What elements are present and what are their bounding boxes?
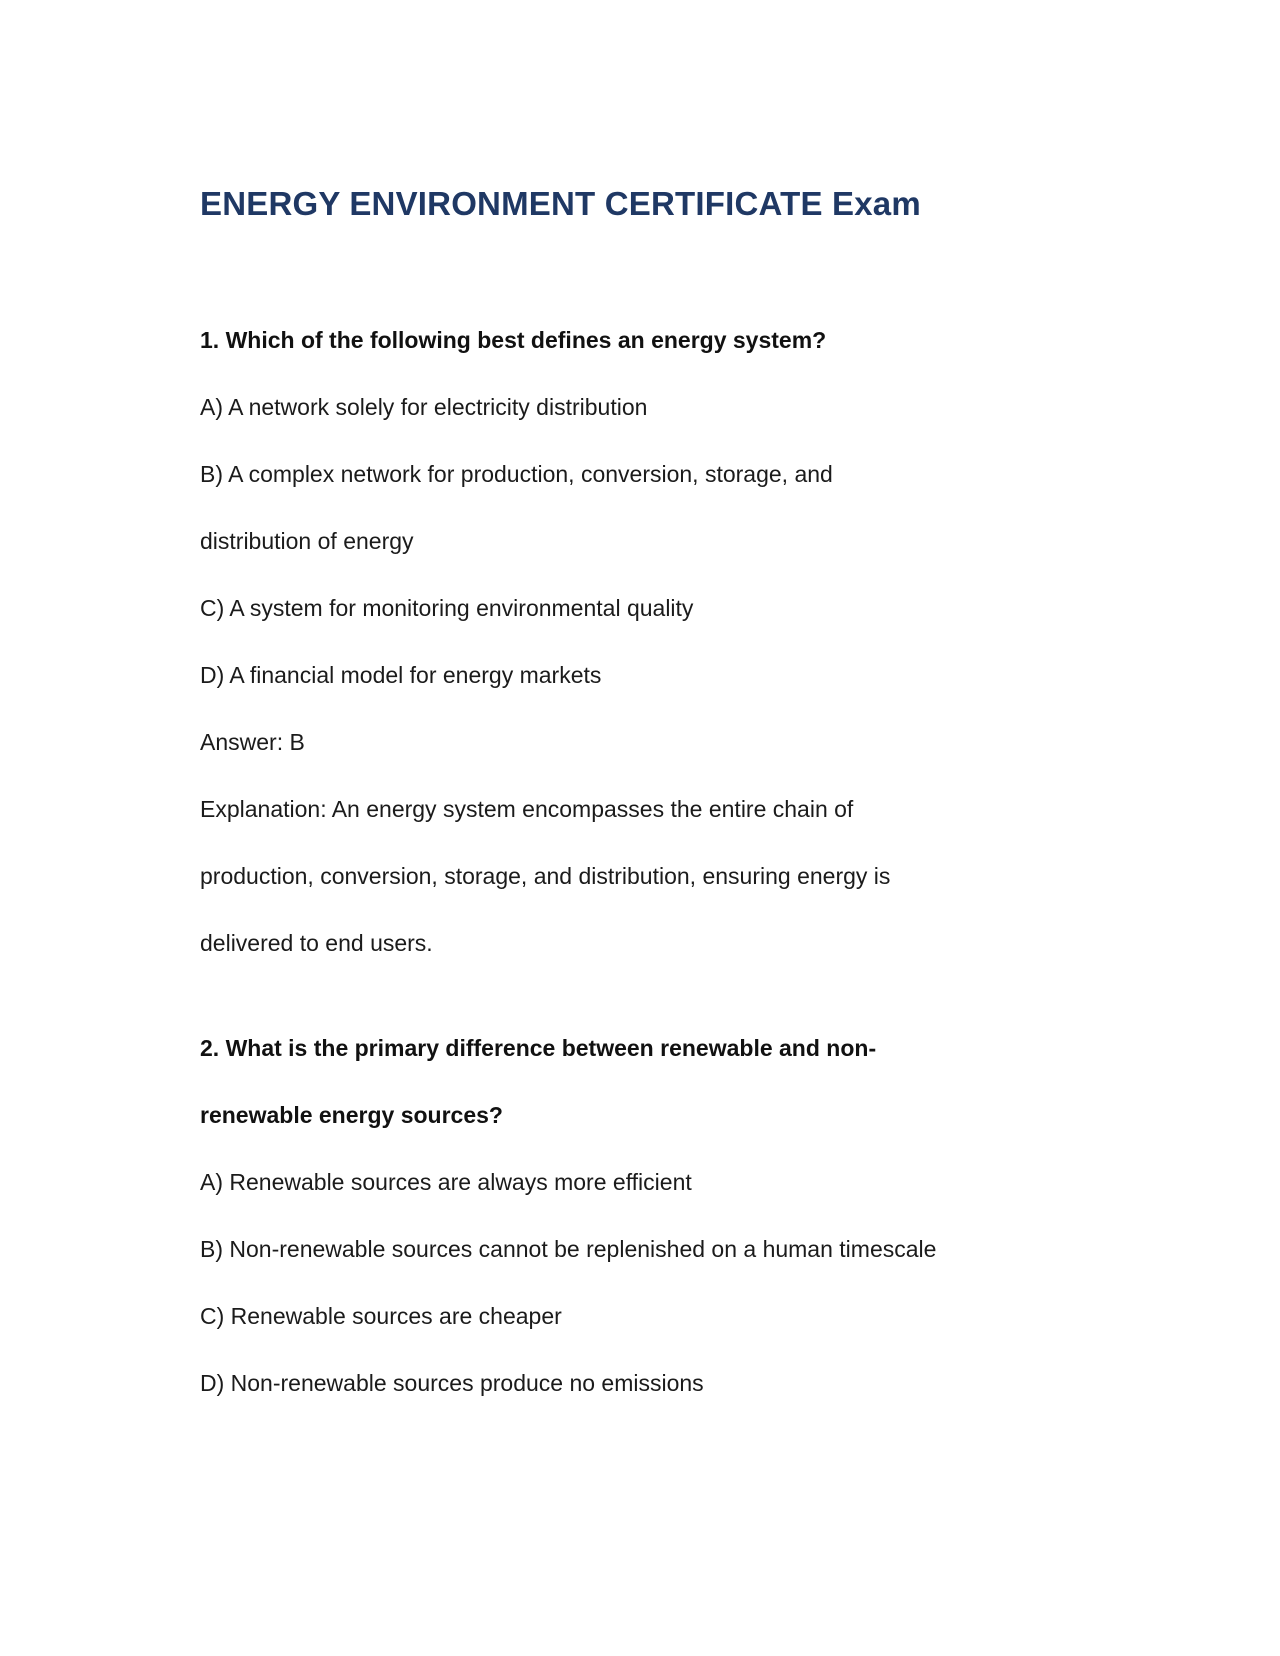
question-2-option-d: D) Non-renewable sources produce no emissions <box>200 1370 704 1396</box>
question-2-option-c: C) Renewable sources are cheaper <box>200 1303 562 1329</box>
question-2-heading-cont: renewable energy sources? <box>200 1102 503 1128</box>
question-1-explanation-cont-2: delivered to end users. <box>200 930 433 956</box>
document-body <box>200 307 1040 1417</box>
document-title: ENERGY ENVIRONMENT CERTIFICATE Exam <box>200 185 921 222</box>
question-2-option-b: B) Non-renewable sources cannot be replenished on a human timescale <box>200 1236 937 1262</box>
question-1-option-b: B) A complex network for production, conversion, storage, and <box>200 461 833 487</box>
question-1-option-d: D) A financial model for energy markets <box>200 662 602 688</box>
question-1-heading: 1. Which of the following best defines an energy system? <box>200 327 827 353</box>
question-1-explanation: Explanation: An energy system encompasses the entire chain of <box>200 796 854 822</box>
question-1-option-b-cont: distribution of energy <box>200 528 414 554</box>
question-2-heading: 2. What is the primary difference between renewable and non- <box>200 1035 877 1061</box>
question-2-option-a: A) Renewable sources are always more efficient <box>200 1169 692 1195</box>
question-1-explanation-cont-1: production, conversion, storage, and distribution, ensuring energy is <box>200 863 891 889</box>
question-1-option-c: C) A system for monitoring environmental quality <box>200 595 694 621</box>
question-1-option-a: A) A network solely for electricity distribution <box>200 394 648 420</box>
question-1-answer: Answer: B <box>200 729 305 755</box>
